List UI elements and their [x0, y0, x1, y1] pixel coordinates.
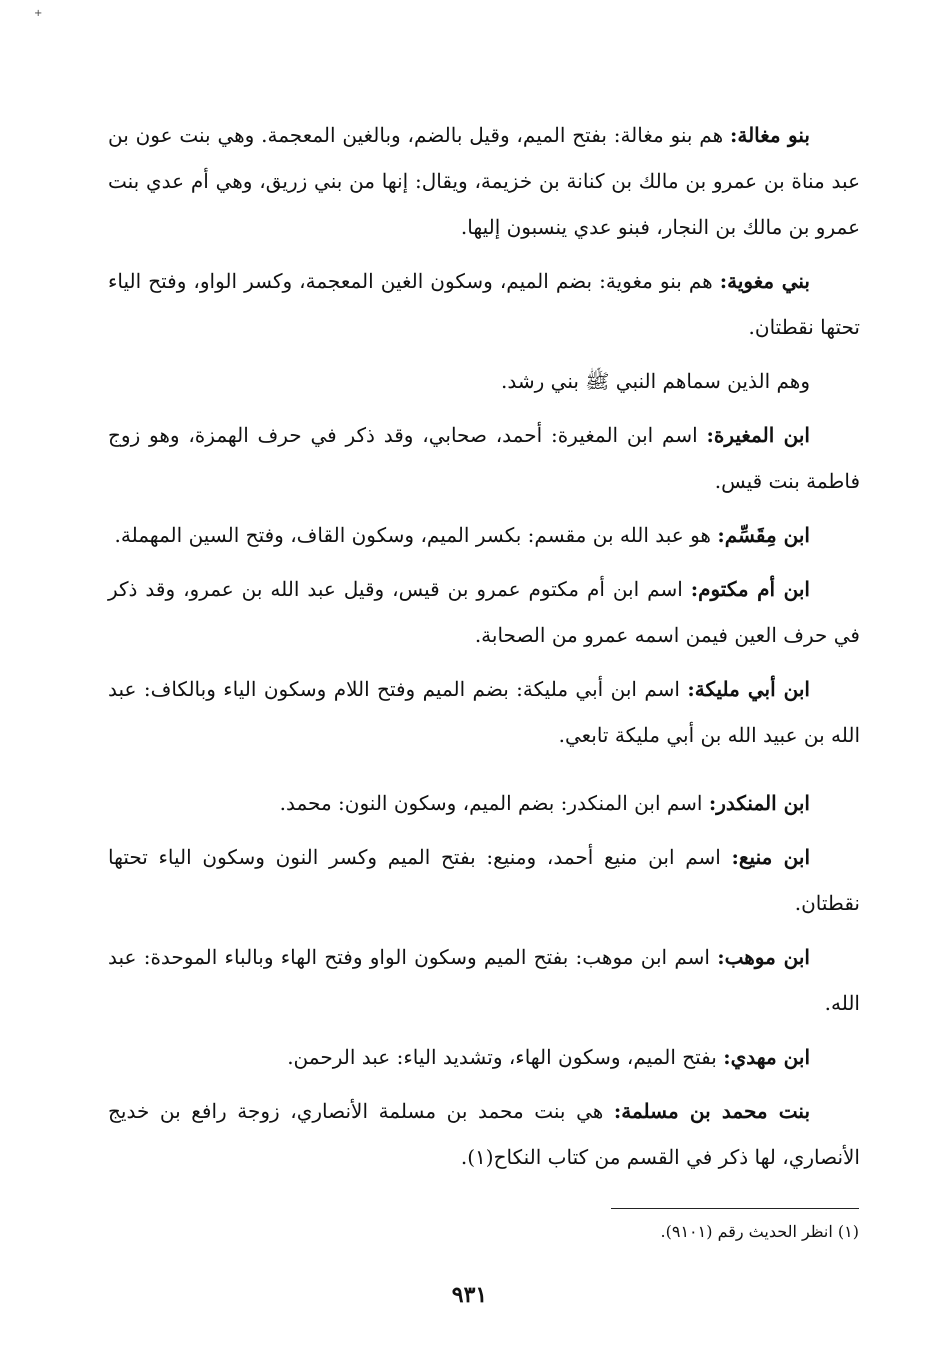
entry-ibn-umm-maktum: [108, 566, 860, 658]
entry-term: ابن أم مكتوم:: [690, 577, 810, 601]
entry-ibn-manee: [108, 834, 860, 926]
page-number: ٩٣١: [451, 1282, 488, 1308]
entry-ibn-mahdi: [108, 1034, 860, 1080]
entry-ibn-abi-mulayka: [108, 666, 860, 758]
entry-term: ابن المنكدر:: [708, 791, 810, 815]
entry-term: ابن مهدي:: [723, 1045, 810, 1069]
entry-ibn-al-munkadir: [108, 780, 860, 826]
entry-bano-maghala: [108, 112, 860, 250]
entry-text: وهم الذين سماهم النبي ﷺ بني رشد.: [501, 369, 810, 393]
footnote-divider: [611, 1208, 859, 1209]
entry-term: بني مغوية:: [719, 269, 810, 293]
entry-text: هو عبد الله بن مقسم: بكسر الميم، وسكون القاف، وفتح السين المهملة.: [114, 523, 718, 547]
entry-text: اسم ابن منيع أحمد، ومنيع: بفتح الميم وكسر النون وسكون الياء تحتها نقطتان.: [108, 845, 860, 915]
entry-ibn-mawhab: [108, 934, 860, 1026]
entry-ibn-al-mughira: [108, 412, 860, 504]
entry-text: اسم ابن موهب: بفتح الميم وسكون الواو وفتح الهاء وبالباء الموحدة: عبد الله.: [108, 945, 860, 1015]
entry-term: ابن موهب:: [717, 945, 810, 969]
entry-text: اسم ابن أبي مليكة: بضم الميم وفتح اللام وسكون الياء وبالكاف: عبد الله بن عبيد الله بن أبي مليكة تابعي.: [108, 677, 860, 747]
entry-term: ابن منيع:: [731, 845, 810, 869]
entry-term: بنو مغالة:: [729, 123, 810, 147]
entry-text: اسم ابن أم مكتوم عمرو بن قيس، وقيل عبد الله بن عمرو، وقد ذكر في حرف العين فيمن اسمه عمرو من الصحابة.: [108, 577, 860, 647]
entry-bani-maghwiya: [108, 258, 860, 350]
entry-bani-rushd: [108, 358, 860, 404]
entry-text: هم بنو مغوية: بضم الميم، وسكون الغين المعجمة، وكسر الواو، وفتح الياء تحتها نقطتان.: [108, 269, 860, 339]
page-body: [108, 112, 860, 1188]
entry-term: ابن أبي مليكة:: [687, 677, 810, 701]
entry-text: هي بنت محمد بن مسلمة الأنصاري، زوجة رافع بن خديج الأنصاري، لها ذكر في القسم من كتاب النكاح(١).: [108, 1099, 860, 1169]
entry-text: هم بنو مغالة: بفتح الميم، وقيل بالضم، وبالغين المعجمة. وهي بنت عون بن عبد مناة بن عمرو بن مالك بن كنانة بن خزيمة، ويقال: إنها من بني زريق، وهي أم عدي بنت عمرو بن مالك بن النجار، فبنو عدي ينسبون إليها.: [108, 123, 860, 239]
entry-text: بفتح الميم، وسكون الهاء، وتشديد الياء: عبد الرحمن.: [287, 1045, 724, 1069]
entry-term: ابن مِقَسِّم:: [717, 523, 810, 547]
corner-mark: +: [34, 8, 43, 19]
entry-text: اسم ابن المغيرة: أحمد، صحابي، وقد ذكر في حرف الهمزة، وهو زوج فاطمة بنت قيس.: [108, 423, 860, 493]
footnote: (١) انظر الحديث رقم (٩١٠١).: [660, 1222, 859, 1241]
entry-term: ابن المغيرة:: [706, 423, 810, 447]
entry-text: اسم ابن المنكدر: بضم الميم، وسكون النون: محمد.: [279, 791, 709, 815]
entry-term: بنت محمد بن مسلمة:: [613, 1099, 811, 1123]
entry-ibn-miqsam: [108, 512, 860, 558]
entry-bint-muhammad-ibn-maslama: [108, 1088, 860, 1180]
